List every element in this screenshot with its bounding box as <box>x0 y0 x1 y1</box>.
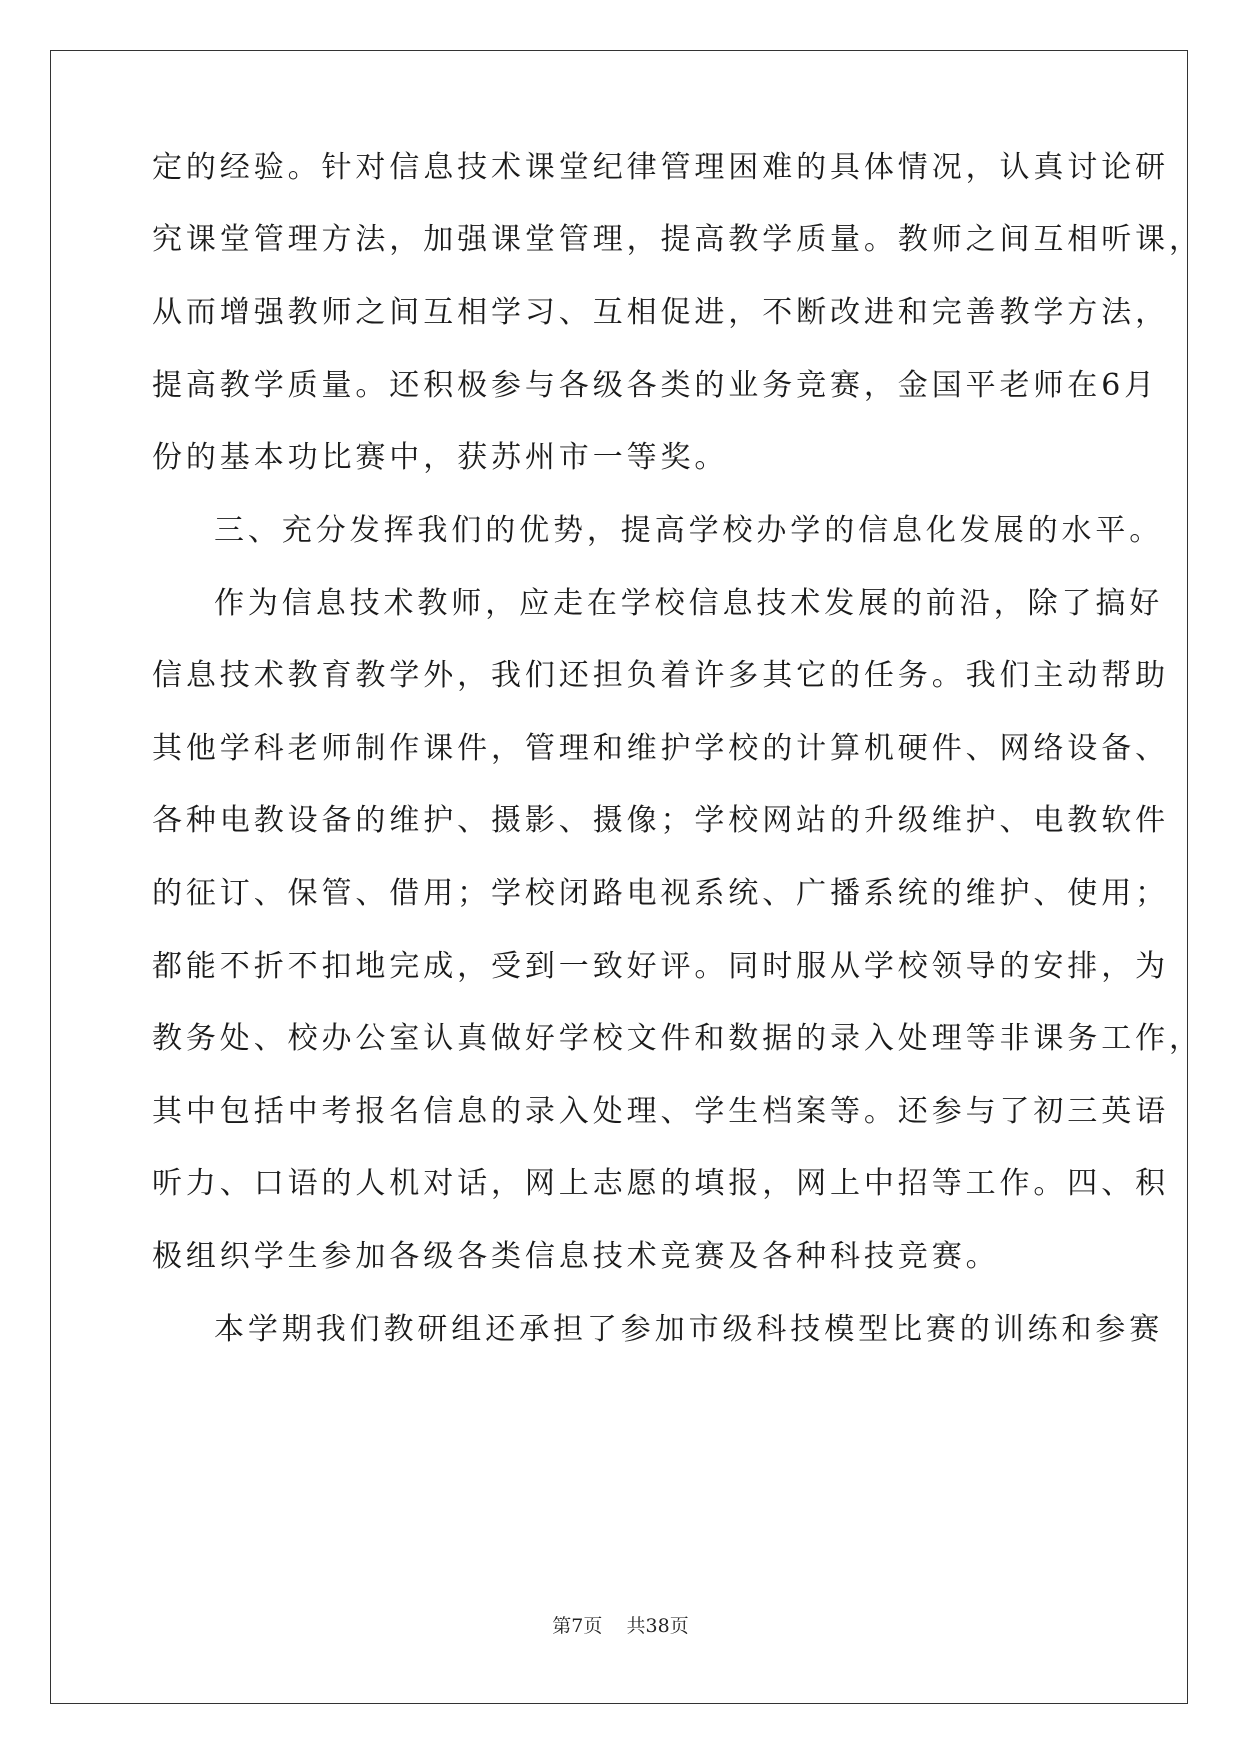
body-text-line: 都能不折不扣地完成，受到一致好评。同时服从学校领导的安排，为 <box>152 949 1169 984</box>
body-text-line: 其中包括中考报名信息的录入处理、学生档案等。还参与了初三英语 <box>152 1094 1169 1129</box>
body-text-line: 定的经验。针对信息技术课堂纪律管理困难的具体情况，认真讨论研 <box>152 150 1169 185</box>
body-text-line: 本学期我们教研组还承担了参加市级科技模型比赛的训练和参赛 <box>214 1312 1164 1347</box>
page-footer <box>0 1614 1241 1638</box>
body-text-line: 作为信息技术教师，应走在学校信息技术发展的前沿，除了搞好 <box>214 586 1164 621</box>
section-heading: 三、充分发挥我们的优势，提高学校办学的信息化发展的水平。 <box>214 513 1164 548</box>
page-number: 第7页 <box>552 1615 603 1637</box>
body-text-line: 提高教学质量。还积极参与各级各类的业务竞赛，金国平老师在6月 <box>152 368 1159 403</box>
body-text-line: 极组织学生参加各级各类信息技术竞赛及各种科技竞赛。 <box>152 1239 1000 1274</box>
body-text-line: 份的基本功比赛中，获苏州市一等奖。 <box>152 440 729 475</box>
body-text-line: 听力、口语的人机对话，网上志愿的填报，网上中招等工作。四、积 <box>152 1166 1169 1201</box>
body-text-line: 教务处、校办公室认真做好学校文件和数据的录入处理等非课务工作， <box>152 1021 1203 1056</box>
body-text-line: 信息技术教育教学外，我们还担负着许多其它的任务。我们主动帮助 <box>152 658 1169 693</box>
body-text-line: 从而增强教师之间互相学习、互相促进，不断改进和完善教学方法， <box>152 295 1169 330</box>
body-text-line: 的征订、保管、借用；学校闭路电视系统、广播系统的维护、使用； <box>152 876 1169 911</box>
body-text-line: 各种电教设备的维护、摄影、摄像；学校网站的升级维护、电教软件 <box>152 803 1169 838</box>
body-text-line: 其他学科老师制作课件，管理和维护学校的计算机硬件、网络设备、 <box>152 731 1169 766</box>
body-text-line: 究课堂管理方法，加强课堂管理，提高教学质量。教师之间互相听课， <box>152 222 1203 257</box>
page-total: 共38页 <box>626 1615 689 1637</box>
